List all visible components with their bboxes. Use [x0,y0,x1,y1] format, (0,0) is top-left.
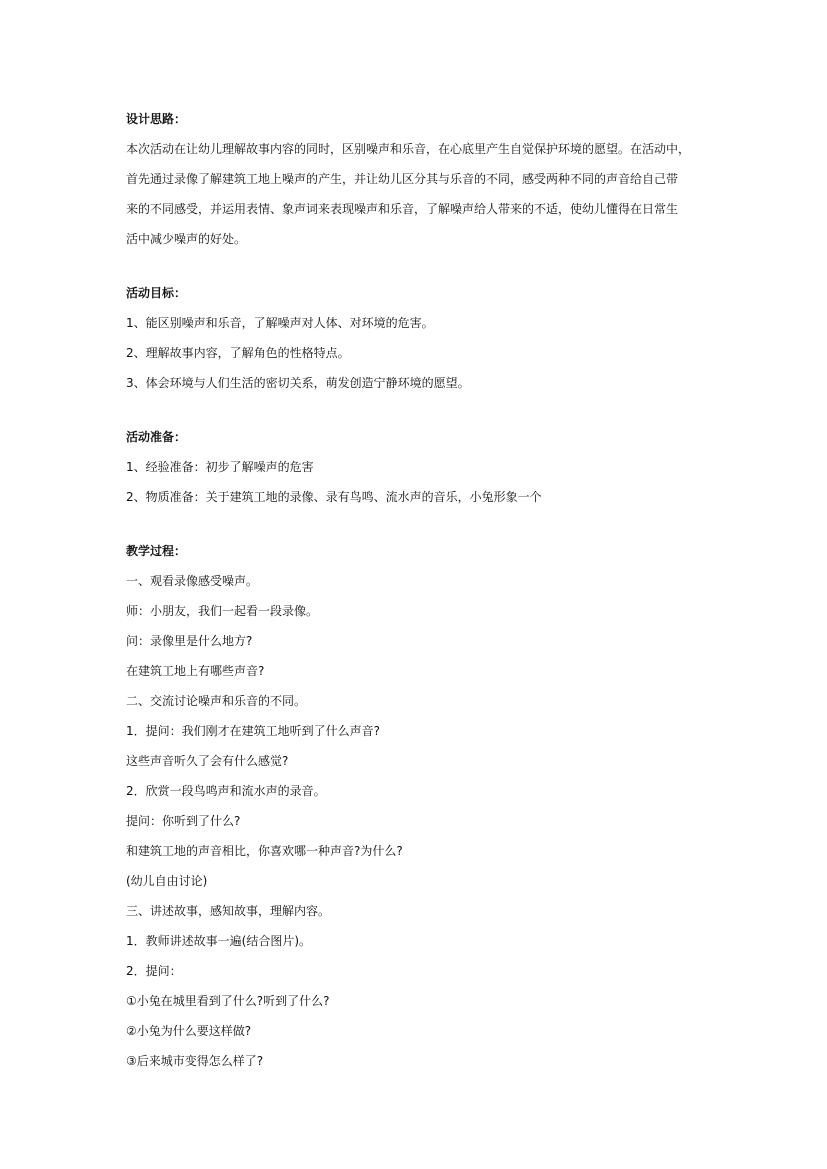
process-line: 三、讲述故事，感知故事，理解内容。 [126,904,331,918]
paragraph-line: 首先通过录像了解建筑工地上噪声的产生，并让幼儿区分其与乐音的不同，感受两种不同的声音给自己带 [126,172,679,186]
paragraph-line: 活中减少噪声的好处。 [126,232,247,246]
section-heading-activity-goals: 活动目标： [126,286,187,300]
process-line: (幼儿自由讨论) [126,874,208,888]
section-heading-teaching-process: 教学过程： [126,544,187,558]
section-spacer [126,512,701,536]
process-line: 1．教师讲述故事一遍(结合图片)。 [126,934,311,948]
process-line: 这些声音听久了会有什么感觉? [126,754,289,768]
process-line: 在建筑工地上有哪些声音? [126,664,265,678]
list-item: 1、经验准备：初步了解噪声的危害 [126,460,314,474]
process-line: 师：小朋友，我们一起看一段录像。 [126,604,319,618]
process-line: 2．欣赏一段鸟鸣声和流水声的录音。 [126,784,326,798]
process-line: ①小兔在城里看到了什么?听到了什么? [126,994,330,1008]
list-item: 2、理解故事内容，了解角色的性格特点。 [126,346,350,360]
process-line: 1．提问：我们刚才在建筑工地听到了什么声音? [126,724,381,738]
paragraph-line: 本次活动在让幼儿理解故事内容的同时，区别噪声和乐音，在心底里产生自觉保护环境的愿望。在活动中， [126,142,691,156]
process-line: 二、交流讨论噪声和乐音的不同。 [126,694,307,708]
list-item: 2、物质准备：关于建筑工地的录像、录有鸟鸣、流水声的音乐，小兔形象一个 [126,490,542,504]
paragraph-line: 来的不同感受，并运用表情、象声词来表现噪声和乐音，了解噪声给人带来的不适，使幼儿懂得在日常生 [126,202,679,216]
process-line: 2．提问： [126,964,182,978]
process-line: 问：录像里是什么地方? [126,634,253,648]
document-page [126,104,701,1076]
list-item: 3、体会环境与人们生活的密切关系，萌发创造宁静环境的愿望。 [126,376,470,390]
section-heading-design-idea: 设计思路： [126,112,187,126]
process-line: 一、观看录像感受噪声。 [126,574,259,588]
list-item: 1、能区别噪声和乐音，了解噪声对人体、对环境的危害。 [126,316,434,330]
process-line: 和建筑工地的声音相比，你喜欢哪一种声音?为什么? [126,844,403,858]
process-line: ②小兔为什么要这样做? [126,1024,252,1038]
process-line: 提问：你听到了什么? [126,814,241,828]
section-spacer [126,398,701,422]
section-spacer [126,254,701,278]
section-heading-activity-preparation: 活动准备： [126,430,187,444]
process-line: ③后来城市变得怎么样了? [126,1054,264,1068]
